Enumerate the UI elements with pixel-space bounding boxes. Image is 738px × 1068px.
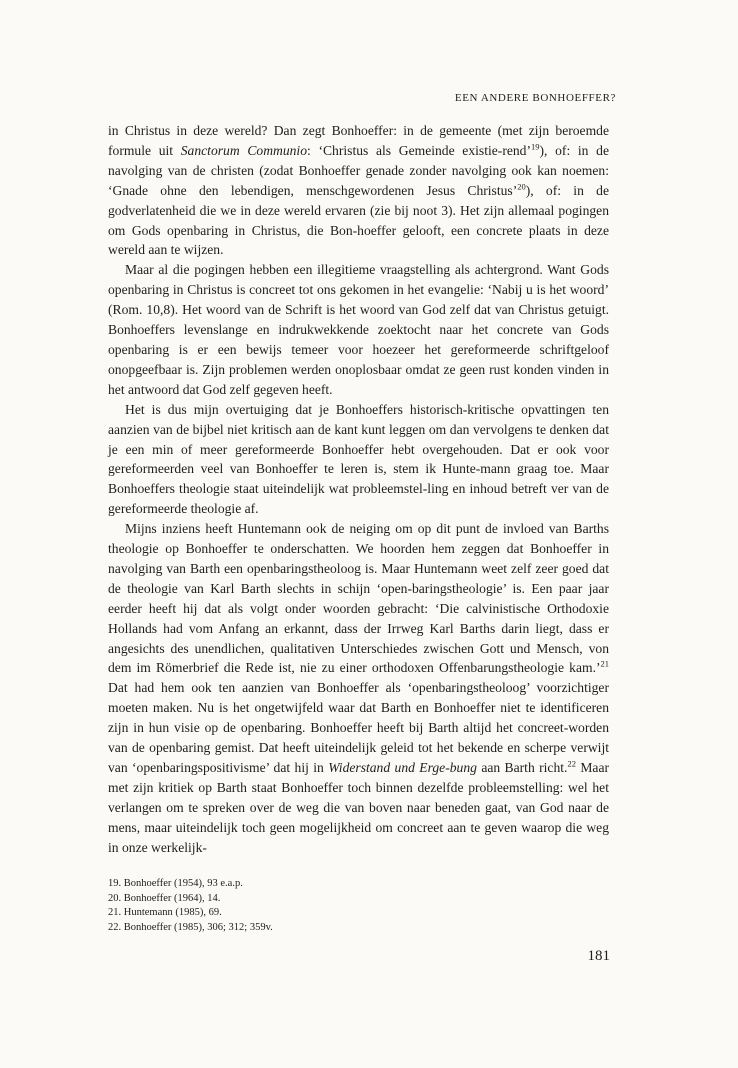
- text-run: Maar met zijn kritiek op Barth staat Bonhoeffer toch binnen dezelfde probleemstelling: wel het verlangen om te spreken over de weg die van boven naar beneden gaat, van God naar de mens, maar uiteindelijk toch geen mogelijkheid om concreet aan te geven waarop die weg in onze werkelijk-: [108, 760, 610, 855]
- footnote-ref-21: 21: [600, 658, 609, 669]
- footnote-21: 21. Huntemann (1985), 69.: [108, 907, 222, 918]
- page-number: 181: [587, 948, 610, 964]
- footnote-ref-19: 19: [531, 141, 540, 152]
- footnote-22: 22. Bonhoeffer (1985), 306; 312; 359v.: [108, 921, 273, 933]
- text-run: in Christus in deze wereld? Dan zegt Bonhoeffer: in de gemeente (met zijn beroemde formule uit: [108, 123, 609, 158]
- footnote-ref-22: 22: [567, 758, 576, 769]
- text-run: Dat had hem ook ten aanzien van Bonhoeffer als ‘openbaringstheoloog’ voorzichtiger moeten maken. Nu is het ongetwijfeld waar dat Barth en Bonhoeffer niet te identificeren zijn in hun visie op de openbaring. Bonhoeffer heeft bij Barth altijd het concreet-worden van de openbaring gemist. Dat heeft uiteindelijk geleid tot het bekende en scherpe verwijt van ‘openbaringspositivisme’ dat hij in: [108, 680, 609, 775]
- paragraph-3: Het is dus mijn overtuiging dat je Bonhoeffers historisch-kritische opvattingen ten aanzien van de bijbel niet kritisch aan de kant kunt leggen om dan vervolgens te denken dat je een min of meer gereformeerde Bonhoeffer hebt overgehouden. Dat er ook voor gereformeerden veel van Bonhoeffer te leren is, stem ik Hunte-mann graag toe. Maar Bonhoeffers theologie staat uiteindelijk wat probleemstel-ling en inhoud betreft ver van de gereformeerde theologie af.: [108, 401, 609, 517]
- text-run: aan Barth richt.: [476, 760, 568, 775]
- running-head: EEN ANDERE BONHOEFFER?: [454, 92, 616, 104]
- paragraph-1: [108, 121, 609, 260]
- text-run: ), of: in de navolging van de christen (zodat Bonhoeffer genade zonder navolging ook kan noemen: ‘Gnade ohne den lebendigen, menschgewordenen Jesus Christus’: [108, 142, 609, 198]
- body-text: [108, 121, 609, 858]
- text-run: ), of: in de godverlatenheid die we in deze wereld ervaren (zie bij noot 3). Het zijn allemaal pogingen om Gods openbaring in Christus, die Bon-hoeffer gelooft, een concrete plaats in deze wereld aan te wijzen.: [108, 182, 609, 258]
- text-run: : ‘Christus als Gemeinde existie-rend’: [307, 142, 532, 158]
- italic-title: Widerstand und Erge-bung: [328, 760, 477, 775]
- paragraph-2: Maar al die pogingen hebben een illegitieme vraagstelling als achtergrond. Want Gods openbaring in Christus is concreet tot ons gekomen in het evangelie: ‘Nabij u is het woord’ (Rom. 10,8). Het woord van de Schrift is het woord van God zelf dat van Christus getuigt. Bonhoeffers levenslange en indrukwekkende zoektocht naar het concrete van Gods openbaring is er een bewijs temeer voor hoezeer het gereformeerde schriftgeloof onopgeefbaar is. Zijn problemen werden onoplosbaar omdat ze geen rust konden vinden in het antwoord dat God zelf gegeven heeft.: [108, 262, 609, 397]
- paragraph-4: [108, 519, 609, 857]
- footnote-19: 19. Bonhoeffer (1954), 93 e.a.p.: [108, 878, 243, 889]
- footnote-20: 20. Bonhoeffer (1964), 14.: [108, 892, 221, 904]
- footnotes: [108, 877, 609, 935]
- footnote-ref-20: 20: [517, 181, 526, 192]
- italic-title: Sanctorum Communio: [180, 142, 307, 158]
- text-run: Mijns inziens heeft Huntemann ook de neiging om op dit punt de invloed van Barths theologie op Bonhoeffer te onderschatten. We hoorden hem zeggen dat Bonhoeffer in navolging van Barth een openbaringstheoloog is. Maar Huntemann weet zelf zeer goed dat de theologie van Karl Barth slechts in schijn ‘open-baringstheologie’ is. Een paar jaar eerder heeft hij dat als volgt onder woorden gebracht: ‘Die calvinistische Orthodoxie Hollands had vom Anfang an erkannt, dass der Irrweg Karl Barths darin liegt, dass er angesichts des unendlichen, qualitativen Unterschiedes zwischen Gott und Mensch, von dem im Römerbrief die Rede ist, nie zu einer orthodoxen Offenbarungstheologie kam.’: [108, 521, 609, 676]
